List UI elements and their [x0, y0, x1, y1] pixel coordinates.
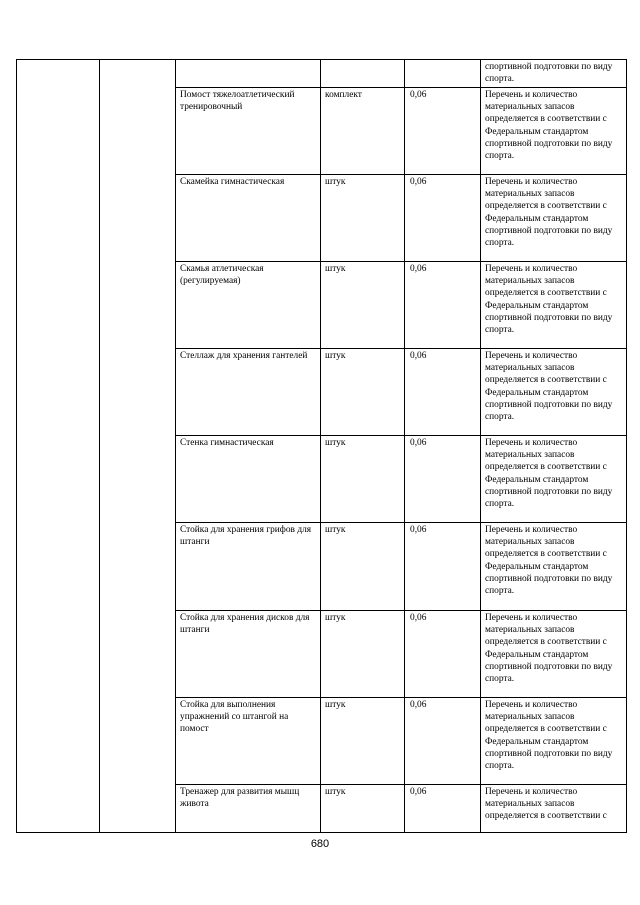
unit-cell: штук — [321, 262, 405, 349]
quantity-cell: 0,06 — [405, 785, 481, 833]
unit-cell: штук — [321, 436, 405, 523]
note-cell: Перечень и количество материальных запасов определяется в соответствии с — [481, 785, 627, 833]
quantity-cell: 0,06 — [405, 88, 481, 175]
item-name-cell: Стойка для хранения дисков для штанги — [176, 611, 321, 698]
quantity-cell: 0,06 — [405, 262, 481, 349]
item-name-cell: Помост тяжелоатлетический тренировочный — [176, 88, 321, 175]
quantity-cell: 0,06 — [405, 611, 481, 698]
quantity-cell — [405, 60, 481, 88]
item-name-cell: Стойка для выполнения упражнений со штангой на помост — [176, 698, 321, 785]
quantity-cell: 0,06 — [405, 436, 481, 523]
note-cell: Перечень и количество материальных запасов определяется в соответствии с Федеральным стандартом спортивной подготовки по виду спорта. — [481, 698, 627, 785]
unit-cell: штук — [321, 349, 405, 436]
item-name-cell — [176, 60, 321, 88]
merged-cell-col1 — [17, 60, 100, 833]
note-cell: Перечень и количество материальных запасов определяется в соответствии с Федеральным стандартом спортивной подготовки по виду спорта. — [481, 262, 627, 349]
note-cell: Перечень и количество материальных запасов определяется в соответствии с Федеральным стандартом спортивной подготовки по виду спорта. — [481, 349, 627, 436]
unit-cell: штук — [321, 698, 405, 785]
item-name-cell: Стенка гимнастическая — [176, 436, 321, 523]
item-name-cell: Скамейка гимнастическая — [176, 175, 321, 262]
unit-cell: штук — [321, 175, 405, 262]
unit-cell: штук — [321, 611, 405, 698]
note-cell: Перечень и количество материальных запасов определяется в соответствии с Федеральным стандартом спортивной подготовки по виду спорта. — [481, 88, 627, 175]
equipment-table — [16, 59, 627, 833]
item-name-cell: Скамья атлетическая (регулируемая) — [176, 262, 321, 349]
equipment-table-body — [17, 60, 627, 833]
quantity-cell: 0,06 — [405, 698, 481, 785]
unit-cell: штук — [321, 785, 405, 833]
item-name-cell: Стойка для хранения грифов для штанги — [176, 523, 321, 611]
item-name-cell: Стеллаж для хранения гантелей — [176, 349, 321, 436]
page-number: 680 — [310, 838, 330, 850]
note-cell-continued: спортивной подготовки по виду спорта. — [481, 60, 627, 88]
merged-cell-col2 — [100, 60, 176, 833]
unit-cell — [321, 60, 405, 88]
unit-cell: комплект — [321, 88, 405, 175]
quantity-cell: 0,06 — [405, 523, 481, 611]
table-row-continued — [17, 60, 627, 88]
item-name-cell: Тренажер для развития мышц живота — [176, 785, 321, 833]
unit-cell: штук — [321, 523, 405, 611]
quantity-cell: 0,06 — [405, 175, 481, 262]
quantity-cell: 0,06 — [405, 349, 481, 436]
note-cell: Перечень и количество материальных запасов определяется в соответствии с Федеральным стандартом спортивной подготовки по виду спорта. — [481, 523, 627, 611]
note-cell: Перечень и количество материальных запасов определяется в соответствии с Федеральным стандартом спортивной подготовки по виду спорта. — [481, 175, 627, 262]
note-cell: Перечень и количество материальных запасов определяется в соответствии с Федеральным стандартом спортивной подготовки по виду спорта. — [481, 436, 627, 523]
note-cell: Перечень и количество материальных запасов определяется в соответствии с Федеральным стандартом спортивной подготовки по виду спорта. — [481, 611, 627, 698]
